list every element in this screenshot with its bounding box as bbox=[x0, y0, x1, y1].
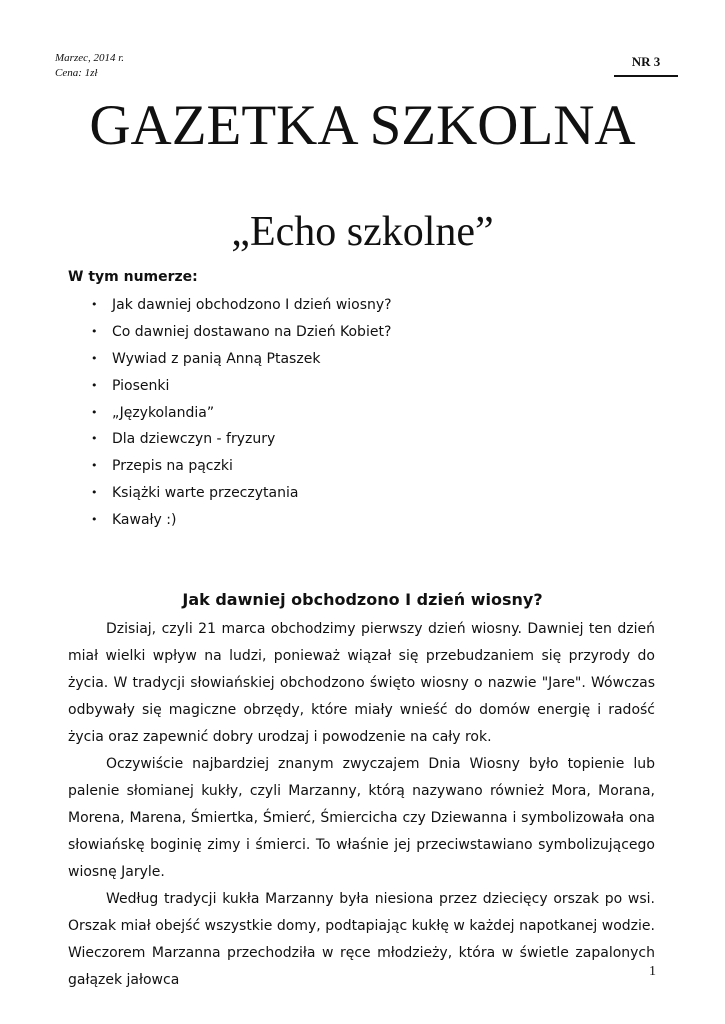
toc-item-label: „Językolandia” bbox=[112, 404, 215, 421]
bullet-icon: • bbox=[91, 432, 98, 446]
toc-item-label: Książki warte przeczytania bbox=[112, 485, 299, 502]
toc-item-label: Kawały :) bbox=[112, 512, 177, 529]
toc-item bbox=[92, 507, 392, 534]
toc-item-label: Dla dziewczyn - fryzury bbox=[112, 431, 276, 448]
toc-item bbox=[92, 453, 392, 480]
masthead-title: GAZETKA SZKOLNA bbox=[89, 94, 636, 157]
article-title: Jak dawniej obchodzono I dzień wiosny? bbox=[182, 590, 543, 609]
bullet-icon: • bbox=[91, 459, 98, 473]
issue-price: Cena: 1zł bbox=[55, 67, 98, 79]
toc-heading: W tym numerze: bbox=[68, 269, 198, 285]
toc-item bbox=[92, 400, 392, 427]
bullet-icon: • bbox=[91, 378, 98, 392]
bullet-icon: • bbox=[91, 324, 98, 338]
toc-item bbox=[92, 480, 392, 507]
article-body bbox=[68, 616, 655, 994]
page-number: 1 bbox=[649, 964, 656, 979]
toc-item bbox=[92, 292, 392, 319]
article-paragraph: Dzisiaj, czyli 21 marca obchodzimy pierwszy dzień wiosny. Dawniej ten dzień miał wielki wpływ na ludzi, ponieważ wiązał się przebudzaniem się przyrody do życia. W tradycji słowiańskiej obchodzono święto wiosny o nazwie "Jare". Wówczas odbywały się magiczne obrzędy, które miały wnieść do domów energię i radość życia oraz zapewnić dobry urodzaj i powodzenie na cały rok. bbox=[68, 621, 655, 745]
table-of-contents bbox=[92, 292, 392, 534]
toc-item-label: Wywiad z panią Anną Ptaszek bbox=[112, 350, 321, 367]
toc-item-label: Jak dawniej obchodzono I dzień wiosny? bbox=[112, 297, 392, 313]
toc-item-label: Co dawniej dostawano na Dzień Kobiet? bbox=[112, 323, 392, 340]
toc-item bbox=[92, 426, 392, 453]
bullet-icon: • bbox=[91, 486, 98, 500]
bullet-icon: • bbox=[91, 513, 98, 527]
article-paragraph: Oczywiście najbardziej znanym zwyczajem Dnia Wiosny było topienie lub palenie słomianej kukły, czyli Marzanny, którą nazywano również Mora, Morana, Morena, Marena, Śmiertka, Śmierć, Śmiercicha czy Dziewanna i symbolizowała ona słowiańskę boginię zimy i śmierci. To właśnie jej przeciwstawiano symbolizującego wiosnę Jaryle. bbox=[68, 756, 655, 880]
toc-item-label: Przepis na pączki bbox=[112, 458, 233, 475]
bullet-icon: • bbox=[91, 351, 98, 365]
toc-item bbox=[92, 319, 392, 346]
issue-number: NR 3 bbox=[631, 54, 661, 69]
issue-number-block bbox=[614, 54, 678, 77]
issue-underline bbox=[614, 75, 678, 77]
bullet-icon: • bbox=[91, 298, 98, 311]
issue-date: Marzec, 2014 r. bbox=[55, 52, 125, 64]
newspaper-subtitle: „Echo szkolne” bbox=[231, 209, 494, 255]
toc-item bbox=[92, 346, 392, 373]
article-paragraph: Według tradycji kukła Marzanny była niesiona przez dziecięcy orszak po wsi. Orszak miał obejść wszystkie domy, podtapiając kukłę w każdej napotkanej wodzie. Wieczorem Marzanna przechodziła w ręce młodzieży, która w świetle zapalonych gałązek jałowca bbox=[68, 891, 655, 988]
issue-meta bbox=[55, 51, 124, 81]
toc-item-label: Piosenki bbox=[112, 377, 170, 394]
toc-item bbox=[92, 373, 392, 400]
bullet-icon: • bbox=[91, 405, 98, 419]
